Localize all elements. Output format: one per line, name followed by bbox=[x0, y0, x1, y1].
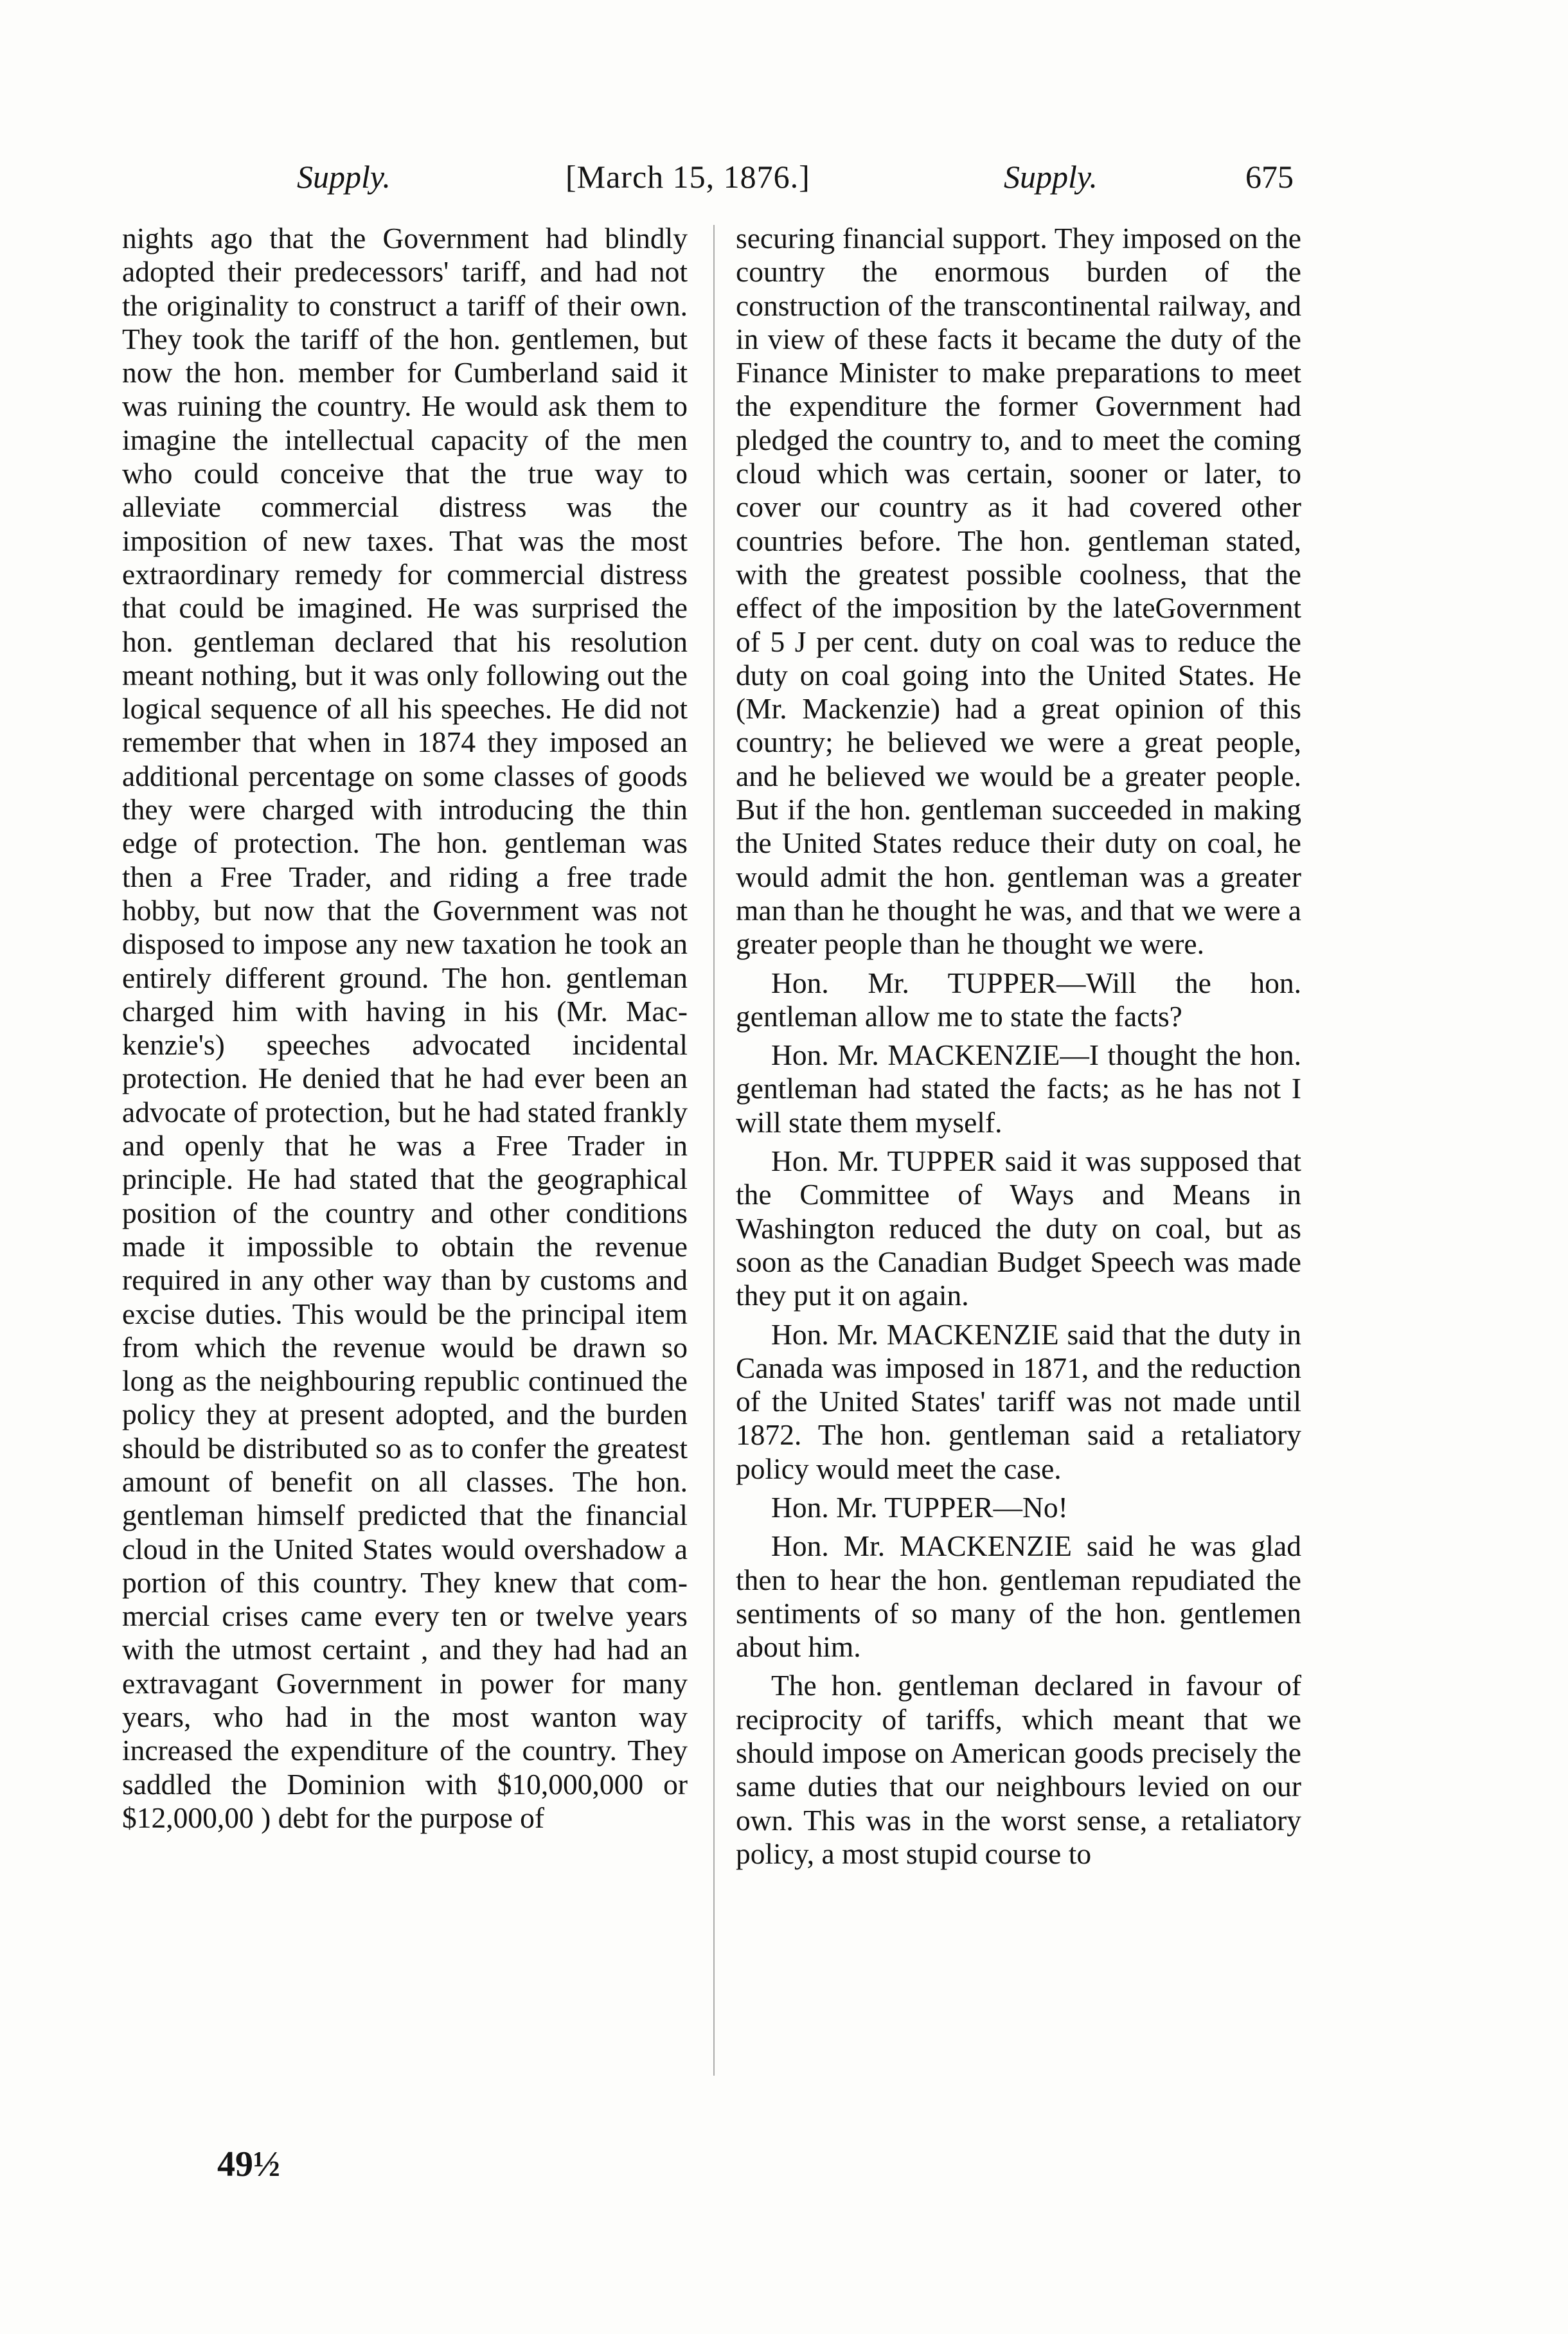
running-header-date: [March 15, 1876.] bbox=[566, 159, 810, 195]
right-paragraph-6: Hon. Mr. TUPPER—No! bbox=[771, 1490, 1068, 1524]
right-paragraph-4: Hon. Mr. TUPPER said it was supposed that the Committee of Ways and Means in Washington reduced the duty on coal, but as soon as the Canadian Budget Speech was made they put it on again. bbox=[736, 1145, 1301, 1312]
running-header-left: Supply. bbox=[297, 159, 391, 195]
right-paragraph-8: The hon. gentleman declared in favour of reciprocity of tariffs, which meant that we should impose on American goods precisely the same duties that our neighbours levied on our own. This was in the worst sense, a retaliatory policy, a most stupid course to bbox=[736, 1669, 1301, 1870]
left-paragraph-1: nights ago that the Government had blindly adopted their predecessors' tariff, and had not the originality to construct a tariff of their own. They took the tariff of the hon. gentlemen, but now the hon. member for Cumberland said it was ruining the country. He would ask them to imagine the intellectual capacity of the men who could conceive that the true way to alleviate commercial distress was the imposition of new taxes. That was the most extraordinary remedy for commercial distress that could be imagined. He was surprised the hon. gentleman declared that his resolution meant nothing, but it was only following out the logical sequence of all his speeches. He did not remember that when in 1874 they imposed an additional percentage on some classes of goods they were charged with introducing the thin edge of protection. The hon. gentleman was then a Free Trader, and riding a free trade hobby, but now that the Government was not disposed to impose any new taxation he took an entirely different ground. The hon. gentleman charged him with having in his (Mr. Mackenzie's) speeches advocated incidental protection. He denied that he had ever been an advocate of protection, but he had stated frankly and openly that he was a Free Trader in principle. He had stated that the geographical position of the country and other conditions made it impossible to obtain the revenue required in any other way than by customs and excise duties. This would be the principal item from which the revenue would be drawn so long as the neighbouring republic continued the policy they at present adopted, and the burden should be distributed so as to confer the greatest amount of benefit on all classes. The hon. gentleman himself predicted that the financial cloud in the United States would overshadow a portion of this country. They knew that commercial crises came every ten or twelve years with the utmost certaint , and they had had an extravagant Government in power for many years, who had in the most wanton way increased the expenditure of the country. They saddled the Dominion with $10,000,000 or $12,000,00 ) debt for the purpose of bbox=[122, 222, 688, 1834]
right-paragraph-3: Hon. Mr. MACKENZIE—I thought the hon. gentleman had stated the facts; as he has not I will state them myself. bbox=[736, 1038, 1301, 1139]
left-column bbox=[122, 222, 688, 1835]
right-paragraph-5: Hon. Mr. MACKENZIE said that the duty in Canada was imposed in 1871, and the reduction of the United States' tariff was not made until 1872. The hon. gentleman said a retaliatory policy would meet the case. bbox=[736, 1317, 1301, 1485]
column-divider bbox=[713, 225, 715, 2076]
page-number: 675 bbox=[1245, 159, 1294, 195]
printer-signature-mark: 49½ bbox=[217, 2144, 280, 2184]
right-paragraph-7: Hon. Mr. MACKENZIE said he was glad then to hear the hon. gentleman repudiated the sentiments of so many of the hon. gentlemen about him. bbox=[736, 1529, 1301, 1664]
right-column bbox=[736, 222, 1301, 1871]
running-header-right: Supply. bbox=[1004, 159, 1098, 195]
right-paragraph-1: securing financial support. They imposed on the country the enormous burden of the construction of the transcontinental railway, and in view of these facts it became the duty of the Finance Minister to make preparations to meet the expenditure the former Government had pledged the country to, and to meet the coming cloud which was certain, sooner or later, to cover our country as it had covered other countries before. The hon. gentleman stated, with the greatest possible coolness, that the effect of the imposition by the lateGovernment of 5 J per cent. duty on coal was to reduce the duty on coal going into the United States. He (Mr. Mackenzie) had a great opinion of this country; he believed we were a great people, and he believed we would be a greater people. But if the hon. gentleman succeeded in making the United States reduce their duty on coal, he would admit the hon. gentleman was a greater man than he thought he was, and that we were a greater people than he thought we were. bbox=[736, 222, 1301, 961]
right-paragraph-2: Hon. Mr. TUPPER—Will the hon. gentleman allow me to state the facts? bbox=[736, 966, 1301, 1033]
